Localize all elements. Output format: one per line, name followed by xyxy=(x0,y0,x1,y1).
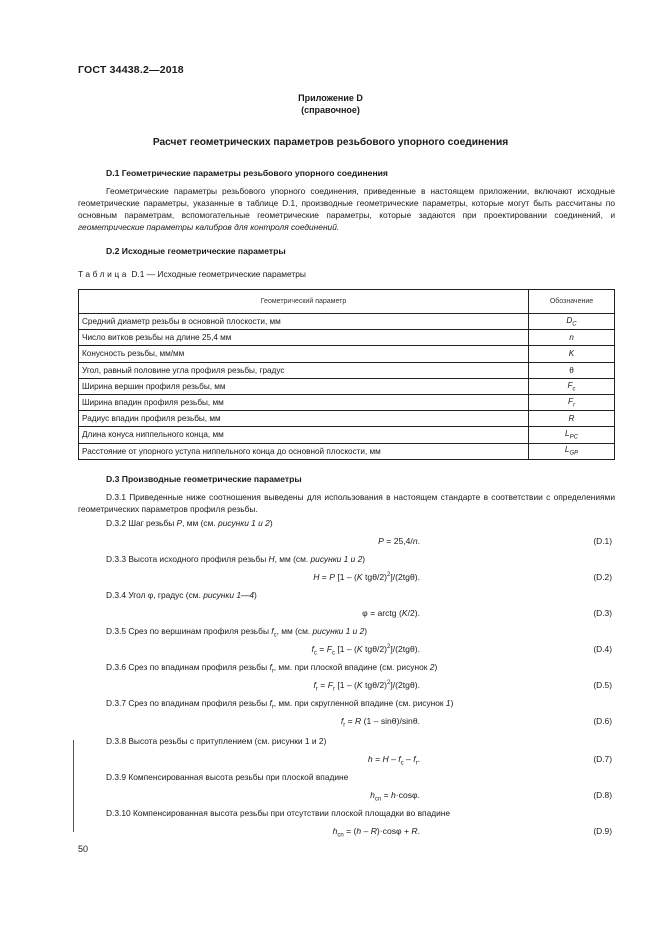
change-bar xyxy=(73,740,74,832)
cell-param: Ширина впадин профиля резьбы, мм xyxy=(79,394,529,410)
table-row xyxy=(79,346,615,362)
cell-symbol: $F_c$ xyxy=(529,378,615,394)
equation-d1: P = 25,4/n. xyxy=(378,536,420,546)
equation-number: (D.2) xyxy=(593,572,612,582)
table-row xyxy=(79,362,615,378)
equation-number: (D.8) xyxy=(593,790,612,800)
table-row xyxy=(79,314,615,330)
table-row xyxy=(79,378,615,394)
document-title: Расчет геометрических параметров резьбового упорного соединения xyxy=(152,137,509,148)
equation-d9: $h_{cn} = (h - R)\cdot\cos\varphi + R$. xyxy=(332,826,420,839)
cell-symbol: n xyxy=(529,330,615,346)
cell-param: Число витков резьбы на длине 25,4 мм xyxy=(79,330,529,346)
equation-d4: $f_c = F_c$ [1 – (K tgθ/2)$^2$]/(2tgθ). xyxy=(311,644,420,657)
item-d3-2: D.3.2 Шаг резьбы P, мм (см. рисунки 1 и 2) xyxy=(106,518,273,528)
table-row xyxy=(79,411,615,427)
equation-number: (D.5) xyxy=(593,680,612,690)
equation-number: (D.7) xyxy=(593,754,612,764)
item-d3-9: D.3.9 Компенсированная высота резьбы при плоской впадине xyxy=(106,772,349,782)
equation-d2: H = P [1 – (K tgθ/2)$^2$]/(2tgθ). xyxy=(313,572,420,582)
cell-param: Радиус впадин профиля резьбы, мм xyxy=(79,411,529,427)
equation-number: (D.9) xyxy=(593,826,612,836)
item-d3-7: D.3.7 Срез по впадинам профиля резьбы $f_r$, мм. при скругленной впадине (см. рисунок 1) xyxy=(106,698,454,711)
table-row xyxy=(79,330,615,346)
cell-param: Угол, равный половине угла профиля резьбы, градус xyxy=(79,362,529,378)
appendix-title: Приложение D xyxy=(298,93,363,103)
parameters-table xyxy=(78,289,615,460)
equation-d6: $f_r = R$ (1 – sinθ)/sinθ. xyxy=(340,716,420,729)
cell-symbol: R xyxy=(529,411,615,427)
page-number: 50 xyxy=(78,844,89,854)
section-heading-d1: D.1 Геометрические параметры резьбового упорного соединения xyxy=(106,168,388,178)
table-caption: Таблица D.1 — Исходные геометрические параметры xyxy=(78,269,306,279)
cell-param: Ширина вершин профиля резьбы, мм xyxy=(79,378,529,394)
equation-d8: $h_{cn} = h\cdot\cos\varphi$. xyxy=(370,790,420,803)
equation-number: (D.3) xyxy=(593,608,612,618)
document-header: ГОСТ 34438.2—2018 xyxy=(78,64,184,76)
section-heading-d2: D.2 Исходные геометрические параметры xyxy=(106,246,286,256)
cell-symbol: $L_{PC}$ xyxy=(529,427,615,443)
equation-number: (D.4) xyxy=(593,644,612,654)
cell-symbol: $D_C$ xyxy=(529,314,615,330)
equation-number: (D.6) xyxy=(593,716,612,726)
paragraph-d3-1: D.3.1 Приведенные ниже соотношения выведены для использования в настоящем стандарте в соответствии с определениями геометрических параметров профиля резьбы. xyxy=(78,492,615,514)
cell-symbol: θ xyxy=(529,362,615,378)
cell-param: Средний диаметр резьбы в основной плоскости, мм xyxy=(79,314,529,330)
table-row xyxy=(79,427,615,443)
item-d3-4: D.3.4 Угол φ, градус (см. рисунки 1—4) xyxy=(106,590,257,600)
cell-symbol: $L_{GP}$ xyxy=(529,443,615,459)
cell-param: Длина конуса ниппельного конца, мм xyxy=(79,427,529,443)
table-header-row xyxy=(79,290,615,314)
cell-symbol: K xyxy=(529,346,615,362)
appendix-subtitle: (справочное) xyxy=(301,105,360,115)
equation-d7: $h = H - f_c - f_r$. xyxy=(367,754,420,767)
item-d3-8: D.3.8 Высота резьбы с притуплением (см. рисунки 1 и 2) xyxy=(106,736,327,746)
section-heading-d3: D.3 Производные геометрические параметры xyxy=(106,474,302,484)
table-row xyxy=(79,443,615,459)
cell-param: Расстояние от упорного уступа ниппельного конца до основной плоскости, мм xyxy=(79,443,529,459)
equation-d3: φ = arctg (K/2). xyxy=(362,608,420,618)
item-d3-6: D.3.6 Срез по впадинам профиля резьбы $f_r$, мм. при плоской впадине (см. рисунок 2) xyxy=(106,662,438,675)
item-d3-10: D.3.10 Компенсированная высота резьбы при отсутствии плоской площадки во впадине xyxy=(106,808,451,818)
column-header-parameter: Геометрический параметр xyxy=(79,290,529,314)
column-header-symbol: Обозначение xyxy=(529,290,615,314)
item-d3-5: D.3.5 Срез по вершинам профиля резьбы $f_c$, мм (см. рисунки 1 и 2) xyxy=(106,626,368,639)
paragraph-d1: Геометрические параметры резьбового упорного соединения, приведенные в настоящем приложении, включают исходные геометрические параметры, указанные в таблице D.1, производные геометрические параметры, которые могут быть рассчитаны по основным параметрам, вспомогательные геометрические параметры, которые задаются при проектировании соединений, и геометрические параметры калибров для контроля соединений. xyxy=(78,186,615,232)
cell-param: Конусность резьбы, мм/мм xyxy=(79,346,529,362)
cell-symbol: $F_r$ xyxy=(529,394,615,410)
equation-d5: $f_r = F_r$ [1 – (K tgθ/2)$^2$]/(2tgθ). xyxy=(313,680,420,693)
item-d3-3: D.3.3 Высота исходного профиля резьбы H, мм (см. рисунки 1 и 2) xyxy=(106,554,366,564)
table-row xyxy=(79,394,615,410)
equation-number: (D.1) xyxy=(593,536,612,546)
